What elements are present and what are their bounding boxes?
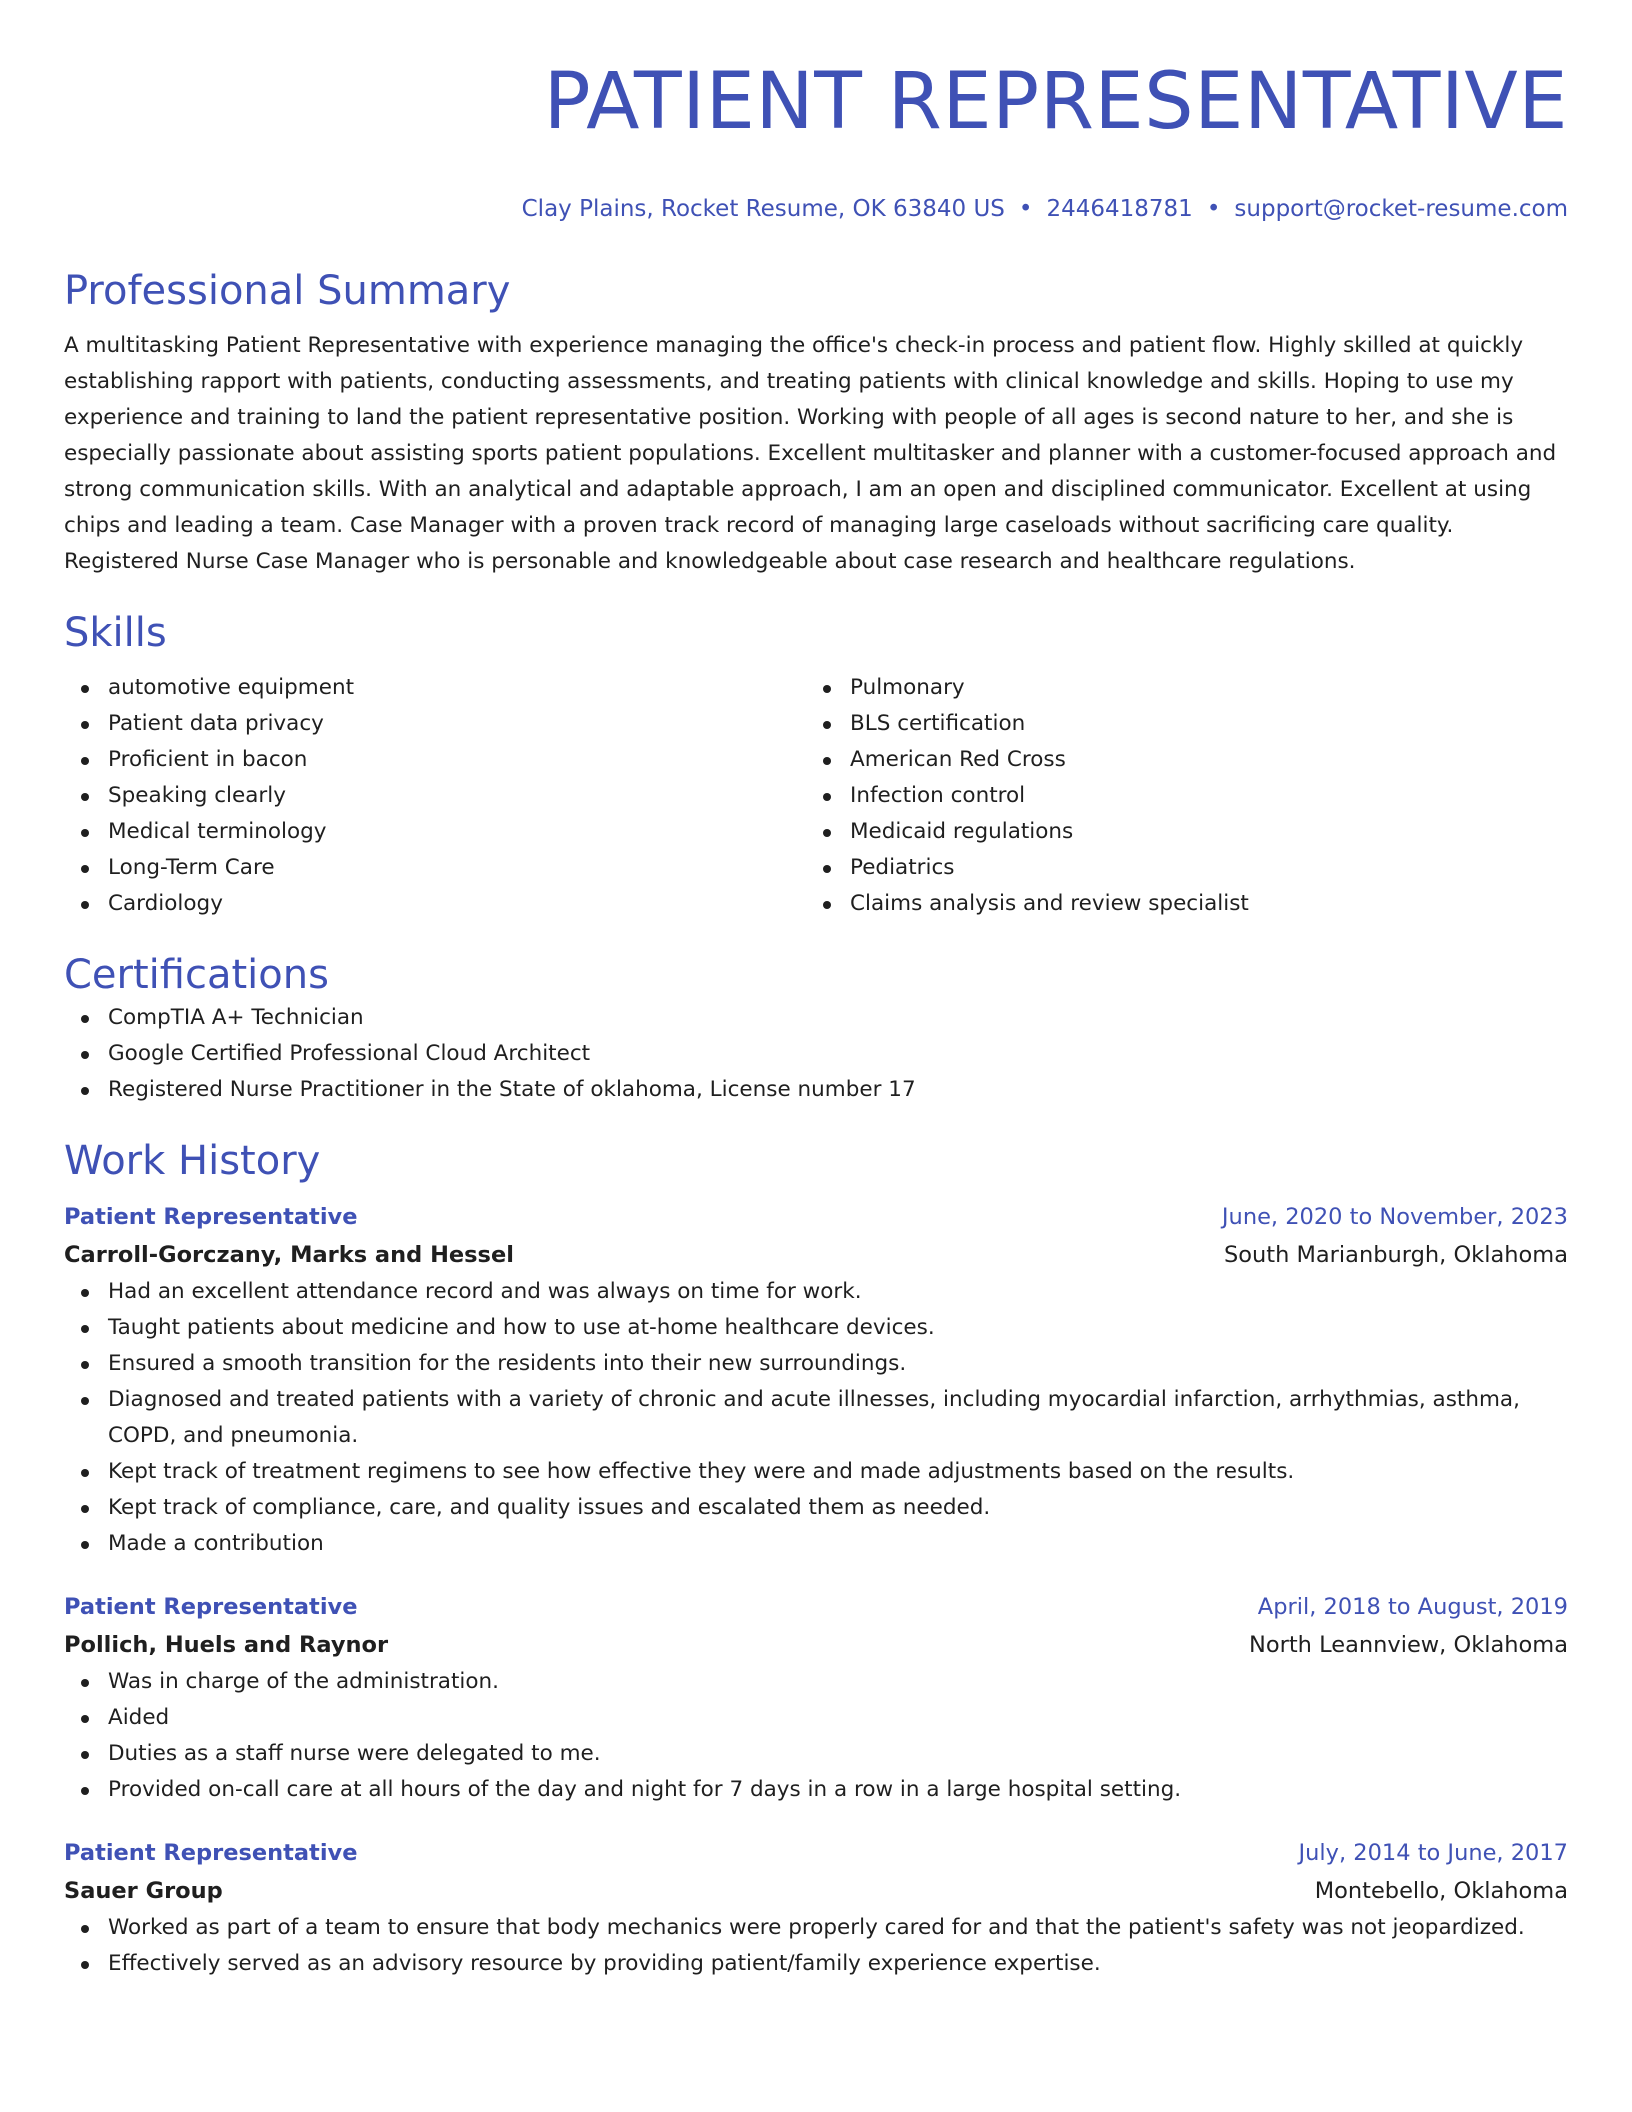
job-title: Patient Representative — [64, 1204, 358, 1230]
job-dates: June, 2020 to November, 2023 — [1221, 1204, 1568, 1230]
skill-item: Pediatrics — [806, 850, 1548, 886]
job-header-row — [64, 1588, 1568, 1626]
job-bullet: Worked as part of a team to ensure that body mechanics were properly cared for and that the patient's safety was not jeopardized. — [64, 1910, 1568, 1946]
job-bullet: Had an excellent attendance record and was always on time for work. — [64, 1274, 1568, 1310]
job-bullet: Duties as a staff nurse were delegated to me. — [64, 1736, 1568, 1772]
job-company-row — [64, 1872, 1568, 1910]
work-history-heading: Work History — [64, 1138, 321, 1184]
job-entry — [64, 1198, 1568, 1562]
job-location: North Leannview, Oklahoma — [1249, 1632, 1568, 1658]
job-bullets — [64, 1910, 1568, 1982]
resume-name: PATIENT REPRESENTATIVE — [543, 57, 1568, 147]
job-bullets — [64, 1274, 1568, 1562]
skills-column-left — [64, 670, 806, 922]
skill-item: Medical terminology — [64, 814, 806, 850]
job-dates: April, 2018 to August, 2019 — [1257, 1594, 1568, 1620]
job-bullet: Provided on-call care at all hours of the day and night for 7 days in a row in a large hospital setting. — [64, 1772, 1568, 1808]
skill-item: BLS certification — [806, 706, 1548, 742]
skills-list-left — [64, 670, 806, 922]
job-bullet: Ensured a smooth transition for the residents into their new surroundings. — [64, 1346, 1568, 1382]
job-bullet: Was in charge of the administration. — [64, 1664, 1568, 1700]
certification-item: Google Certified Professional Cloud Architect — [64, 1036, 1568, 1072]
job-header-row — [64, 1198, 1568, 1236]
job-bullet: Made a contribution — [64, 1526, 1568, 1562]
skills-grid — [64, 670, 1568, 922]
job-bullet: Kept track of treatment regimens to see how effective they were and made adjustments based on the results. — [64, 1454, 1568, 1490]
job-header-row — [64, 1834, 1568, 1872]
skills-heading: Skills — [64, 610, 167, 656]
certification-item: CompTIA A+ Technician — [64, 1000, 1568, 1036]
skill-item: American Red Cross — [806, 742, 1548, 778]
job-company-row — [64, 1236, 1568, 1274]
skills-column-right — [806, 670, 1548, 922]
job-bullet: Taught patients about medicine and how to use at-home healthcare devices. — [64, 1310, 1568, 1346]
job-location: South Marianburgh, Oklahoma — [1223, 1242, 1568, 1268]
skill-item: Infection control — [806, 778, 1548, 814]
contact-address: Clay Plains, Rocket Resume, OK 63840 US — [521, 196, 1005, 222]
contact-separator: • — [1018, 196, 1033, 222]
job-company-row — [64, 1626, 1568, 1664]
job-company: Carroll-Gorczany, Marks and Hessel — [64, 1242, 514, 1268]
skill-item: Patient data privacy — [64, 706, 806, 742]
job-location: Montebello, Oklahoma — [1314, 1878, 1568, 1904]
skills-list-right — [806, 670, 1548, 922]
summary-heading: Professional Summary — [64, 268, 511, 314]
job-company: Sauer Group — [64, 1878, 223, 1904]
contact-phone: 2446418781 — [1046, 196, 1193, 222]
contact-line — [64, 194, 1568, 224]
certification-item: Registered Nurse Practitioner in the State of oklahoma, License number 17 — [64, 1072, 1568, 1108]
job-entry — [64, 1834, 1568, 1982]
skill-item: automotive equipment — [64, 670, 806, 706]
skill-item: Claims analysis and review specialist — [806, 886, 1548, 922]
skill-item: Medicaid regulations — [806, 814, 1548, 850]
job-entry — [64, 1588, 1568, 1808]
job-bullet: Kept track of compliance, care, and quality issues and escalated them as needed. — [64, 1490, 1568, 1526]
summary-text: A multitasking Patient Representative with experience managing the office's check-in process and patient flow. Highly skilled at quickly establishing rapport with patients, conducting assessments, and treating patients with clinical knowledge and skills. Hoping to use my experience and training to land the patient representative position. Working with people of all ages is second nature to her, and she is especially passionate about assisting sports patient populations. Excellent multitasker and planner with a customer-focused approach and strong communication skills. With an analytical and adaptable approach, I am an open and disciplined communicator. Excellent at using chips and leading a team. Case Manager with a proven track record of managing large caseloads without sacrificing care quality. Registered Nurse Case Manager who is personable and knowledgeable about case research and healthcare regulations. — [64, 333, 1557, 574]
contact-email: support@rocket-resume.com — [1234, 196, 1568, 222]
skill-item: Long-Term Care — [64, 850, 806, 886]
contact-separator: • — [1206, 196, 1221, 222]
skill-item: Cardiology — [64, 886, 806, 922]
job-bullet: Diagnosed and treated patients with a variety of chronic and acute illnesses, including myocardial infarction, arrhythmias, asthma, COPD, and pneumonia. — [64, 1382, 1568, 1454]
job-bullet: Aided — [64, 1700, 1568, 1736]
skill-item: Speaking clearly — [64, 778, 806, 814]
job-company: Pollich, Huels and Raynor — [64, 1632, 389, 1658]
job-bullets — [64, 1664, 1568, 1808]
job-title: Patient Representative — [64, 1840, 358, 1866]
job-dates: July, 2014 to June, 2017 — [1298, 1840, 1568, 1866]
certifications-heading: Certifications — [64, 952, 329, 998]
job-title: Patient Representative — [64, 1594, 358, 1620]
skill-item: Proficient in bacon — [64, 742, 806, 778]
skill-item: Pulmonary — [806, 670, 1548, 706]
job-bullet: Effectively served as an advisory resource by providing patient/family experience expertise. — [64, 1946, 1568, 1982]
certifications-list — [64, 1000, 1568, 1108]
